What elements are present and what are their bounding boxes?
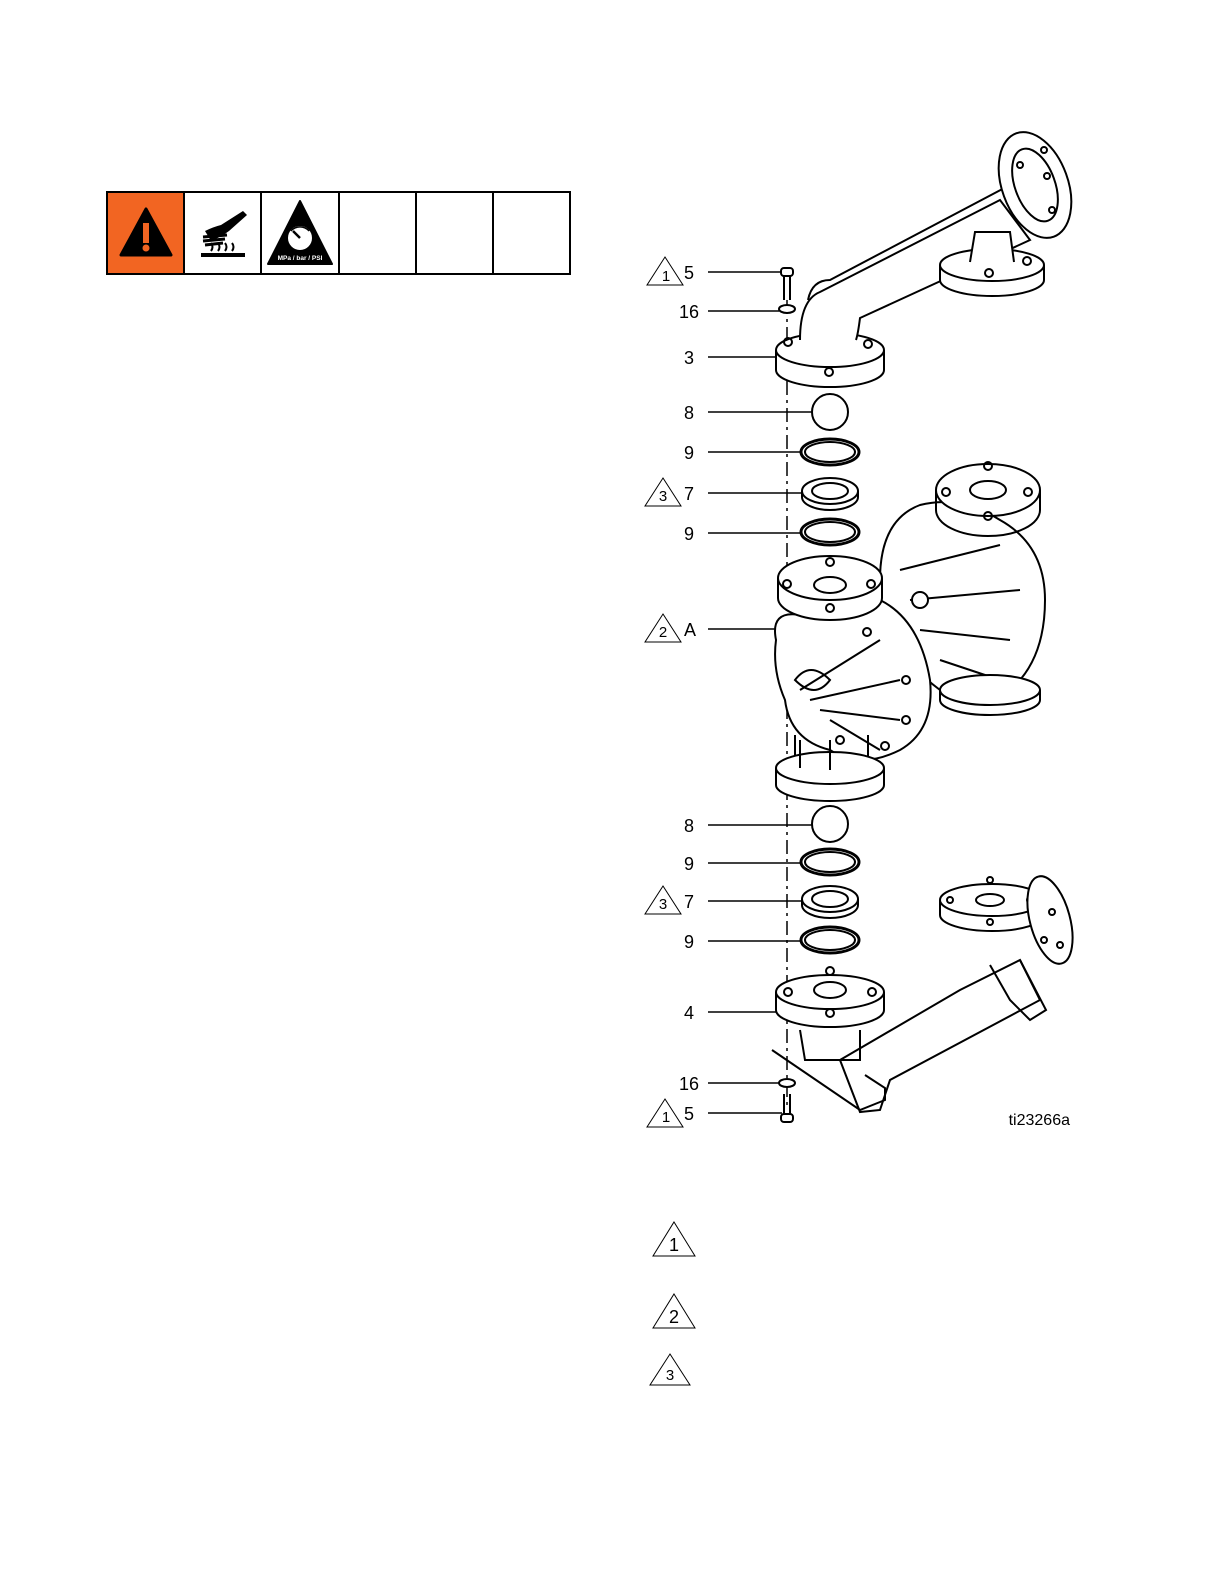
top-bolt bbox=[781, 268, 793, 300]
bottom-oring-b bbox=[801, 927, 859, 953]
callout-top-bolt: 5 bbox=[684, 263, 695, 283]
figure-id: ti23266a bbox=[1008, 1112, 1070, 1129]
callout-bottom-oring-a: 9 bbox=[684, 854, 695, 874]
callout-bottom-ball: 8 bbox=[684, 816, 695, 836]
callout-top-oring-b: 9 bbox=[684, 524, 695, 544]
callout-top-ball: 8 bbox=[684, 403, 695, 423]
legend-flag-3: 3 bbox=[665, 1367, 675, 1384]
gauge-units-label: MPa / bar / PSI bbox=[277, 255, 323, 262]
legend-flag-2: 2 bbox=[668, 1307, 680, 1327]
callout-bottom-seat: 7 bbox=[684, 892, 695, 912]
callout-fluid-cover: A bbox=[684, 620, 697, 640]
callout-outlet-manifold: 3 bbox=[684, 348, 695, 368]
top-oring-a bbox=[801, 439, 859, 465]
callout-top-washer: 16 bbox=[679, 302, 700, 322]
top-washer bbox=[779, 305, 795, 313]
top-oring-b bbox=[801, 519, 859, 545]
bottom-washer bbox=[779, 1079, 795, 1087]
bottom-valve-seat bbox=[802, 886, 858, 918]
bottom-bolt-flag: 1 bbox=[661, 1109, 671, 1126]
bottom-bolt bbox=[781, 1094, 793, 1122]
top-seat-flag: 3 bbox=[658, 488, 668, 505]
top-check-ball bbox=[812, 394, 848, 430]
callout-top-oring-a: 9 bbox=[684, 443, 695, 463]
callout-inlet-manifold: 4 bbox=[684, 1003, 695, 1023]
outlet-manifold bbox=[776, 122, 1085, 387]
top-bolt-flag: 1 bbox=[661, 268, 671, 285]
top-valve-seat bbox=[802, 478, 858, 510]
callout-bottom-washer: 16 bbox=[679, 1074, 700, 1094]
callout-top-seat: 7 bbox=[684, 484, 695, 504]
callout-bottom-oring-b: 9 bbox=[684, 932, 695, 952]
fluid-cover-flag: 2 bbox=[658, 624, 668, 641]
callout-bottom-bolt: 5 bbox=[684, 1104, 695, 1124]
pump-center-section bbox=[775, 462, 1045, 801]
bottom-oring-a bbox=[801, 849, 859, 875]
callout-flags bbox=[645, 257, 683, 1127]
legend-flag-1: 1 bbox=[668, 1235, 680, 1255]
bottom-seat-flag: 3 bbox=[658, 896, 668, 913]
legend-flags bbox=[650, 1222, 695, 1385]
bottom-check-ball bbox=[812, 806, 848, 842]
